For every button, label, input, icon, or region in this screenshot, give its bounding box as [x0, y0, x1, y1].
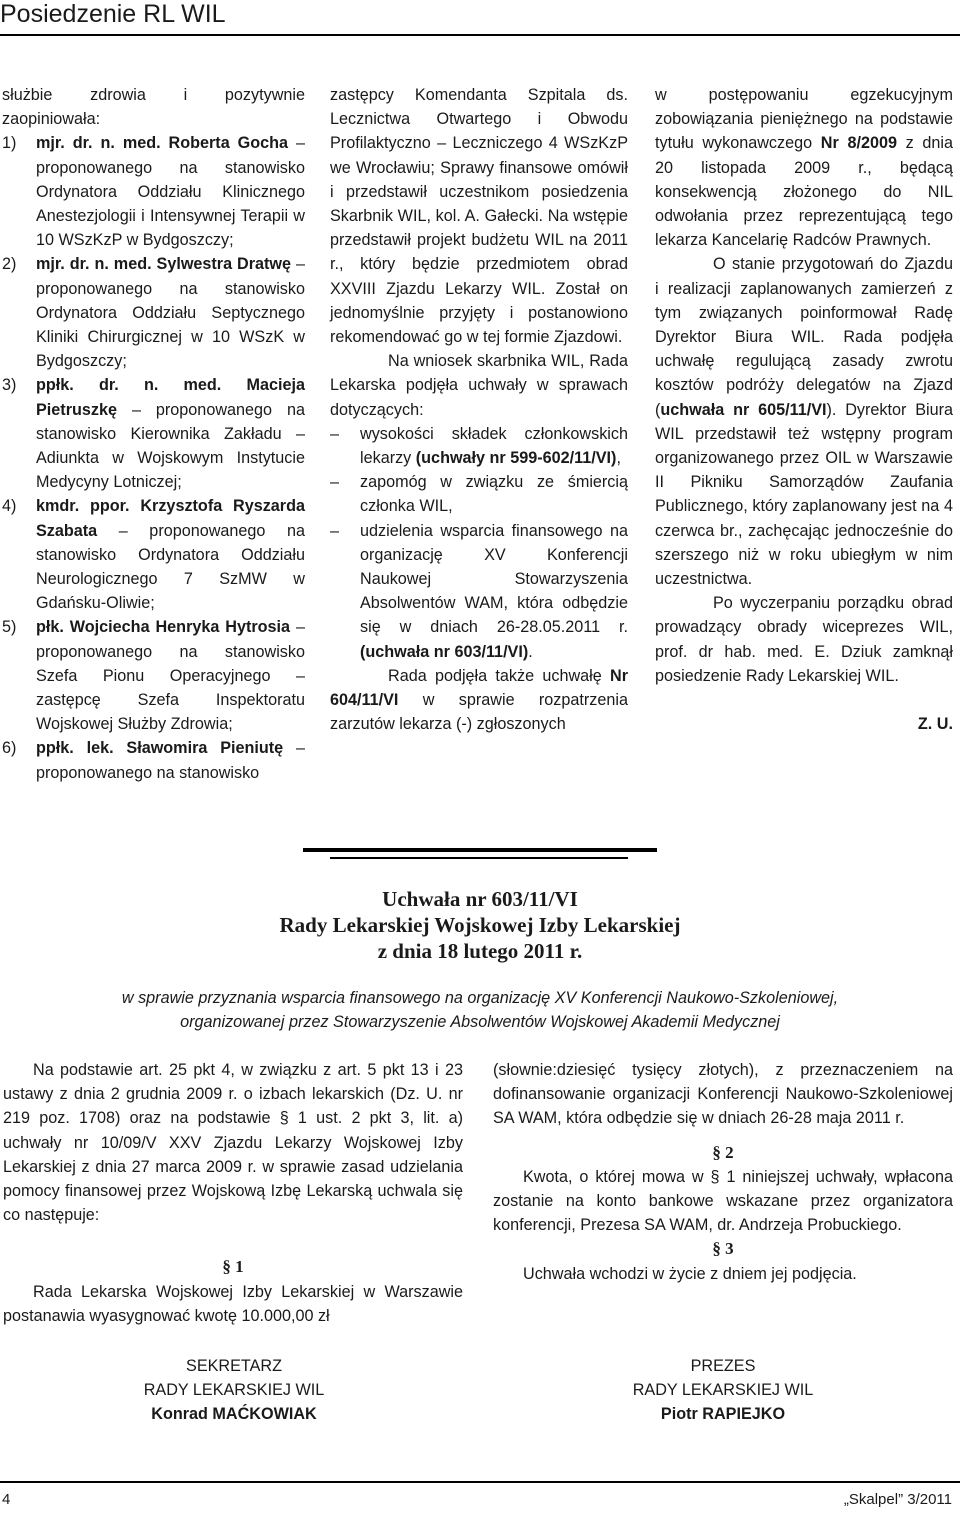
- publication-issue: „Skalpel” 3/2011: [843, 1491, 952, 1508]
- list-item-text: – proponowanego na stanowisko: [36, 739, 305, 782]
- resolution-section-1: Rada Lekarska Wojskowej Izby Lekarskiej w Warszawie postanawia wyasygnować kwotę 10.000,00 zł: [3, 1282, 463, 1325]
- list-item-text: – proponowanego na stanowisko Ordynatora Oddziału Neurologicznego 7 SzMW w Gdańsku-Oliwie;: [36, 521, 305, 613]
- col2-paragraph-1: zastępcy Komendanta Szpitala ds. Lecznictwa Otwartego i Obwodu Profilaktyczno – Leczniczego 4 WSzKzP we Wrocławiu; Sprawy finansowe omówił i przedstawił uczestnikom posiedzenia Skarbnik WIL, kol. A. Gałecki. Na wstępie przedstawił projekt budżetu WIL na 2011 r., który będzie przedmiotem obrad XXVIII Zjazdu Lekarzy WIL. Został on jednomyślnie przyjęty i postanowiono rekomendować go w tej formie Zjazdowi.: [330, 86, 628, 347]
- dash-item: [330, 519, 628, 664]
- resolution-subtitle-line: w sprawie przyznania wsparcia finansowego na organizację XV Konferencji Naukowo-Szkoleniowej,: [121, 989, 839, 1007]
- dash-marker: –: [330, 473, 340, 492]
- list-item: [2, 131, 305, 252]
- list-item-text: – proponowanego na stanowisko Ordynatora Oddziału Septycznego Kliniki Chirurgicznej w 10 WSzK w Bydgoszczy;: [36, 255, 305, 371]
- list-item-name: ppłk. lek. Sławomira Pieniutę: [36, 739, 284, 758]
- resolution-title-line: Uchwała nr 603/11/VI: [382, 887, 578, 911]
- list-number: 2): [2, 255, 17, 274]
- signature-body: RADY LEKARSKIEJ WIL: [632, 1381, 814, 1399]
- list-number: 1): [2, 134, 17, 153]
- dash-item: [330, 422, 628, 470]
- col2-p3-ref: Nr 604/11/VI: [330, 666, 628, 710]
- col3-p2-text: O stanie przygotowań do Zjazdu i realizacji zaplanowanych zamierzeń z tym związanych poinformował Radę Dyrektor Biura WIL. Rada podjęła uchwałę regulującą zasady zwrotu kosztów podróży delegatów na Zjazd (: [655, 255, 953, 419]
- resolution-subtitle-line: organizowanej przez Stowarzyszenie Absolwentów Wojskowej Akademii Medycznej: [180, 1013, 780, 1031]
- dash-item-end: ,: [616, 449, 621, 468]
- list-item-name: mjr. dr. n. med. Sylwestra Dratwę: [36, 255, 292, 274]
- resolution-right-column: [493, 1058, 953, 1286]
- col2-p3-end: w sprawie rozpatrzenia zarzutów lekarza (-) zgłoszonych: [330, 691, 628, 734]
- list-item-name: płk. Wojciecha Henryka Hytrosia: [36, 618, 291, 637]
- signature-body: RADY LEKARSKIEJ WIL: [143, 1381, 325, 1399]
- list-item-name: mjr. dr. n. med. Roberta Gocha: [36, 134, 289, 153]
- col3-p2-ref: uchwała nr 605/11/VI: [660, 400, 827, 419]
- signature-president: [573, 1354, 873, 1426]
- col3-paragraph-3: Po wyczerpaniu porządku obrad prowadzący obrady wiceprezes WIL, prof. dr hab. med. E. Dziuk zamknął posiedzenie Rady Lekarskiej WIL.: [655, 594, 953, 685]
- footer-rule: [0, 1481, 960, 1483]
- col2-paragraph-3: [330, 664, 628, 737]
- col3-p2-end: ). Dyrektor Biura WIL przedstawił też wstępny program organizowanego przez OIL w Warszawie II Pikniku Samorządów Zaufania Publicznego, który zaplanowany jest na 4 czerwca br., zachęcając jednocześnie do szerszego niż w roku ubiegłym w nim uczestnictwa.: [655, 400, 953, 589]
- dash-item-text: udzielenia wsparcia finansowego na organizację XV Konferencji Naukowej Stowarzyszenia Absolwentów WAM, która odbędzie się w dniach 26-28.05.2011 r.: [360, 521, 628, 637]
- list-item-text: – proponowanego na stanowisko Kierownika Zakładu – Adiunkta w Wojskowym Instytucie Medycyny Lotniczej;: [36, 400, 305, 492]
- list-item: [2, 615, 305, 736]
- list-item-text: – proponowanego na stanowisko Ordynatora Oddziału Klinicznego Anestezjologii i Intensywnej Terapii w 10 WSzKzP w Bydgoszczy;: [36, 134, 305, 250]
- dash-marker: –: [330, 424, 340, 443]
- col3-paragraph-1: [655, 83, 953, 252]
- column-1: [2, 83, 305, 785]
- list-item-name: kmdr. ppor. Krzysztofa Ryszarda Szabata: [36, 497, 305, 540]
- list-number: 4): [2, 497, 17, 516]
- column-3: [655, 83, 953, 736]
- signature-secretary: [84, 1354, 384, 1426]
- col3-paragraph-2: [655, 252, 953, 591]
- dash-item-ref: (uchwała nr 603/11/VI): [360, 642, 529, 661]
- section-mark: § 1: [222, 1257, 244, 1277]
- page-number: 4: [2, 1491, 11, 1508]
- section-mark: § 3: [712, 1239, 734, 1259]
- resolution-amount-text: (słownie:dziesięć tysięcy złotych), z przeznaczeniem na dofinansowanie organizacji Konferencji Naukowo-Szkoleniowej SA WAM, która odbędzie się w dniach 26-28 maja 2011 r.: [493, 1061, 953, 1128]
- col3-p1-text: w postępowaniu egzekucyjnym zobowiązania pieniężnego na podstawie tytułu wykonawczego: [655, 86, 953, 153]
- dash-item-ref: (uchwały nr 599-602/11/VI): [415, 449, 617, 468]
- signature-name: Konrad MAĆKOWIAK: [151, 1405, 317, 1423]
- list-number: 6): [2, 739, 17, 758]
- dash-item: [330, 470, 628, 518]
- col1-intro: służbie zdrowia i pozytywnie zaopiniowała:: [2, 86, 305, 129]
- list-item-name: ppłk. dr. n. med. Macieja Pietruszkę: [36, 376, 305, 419]
- resolution-section-2: Kwota, o której mowa w § 1 niniejszej uchwały, wpłacona zostanie na konto bankowe wskazane przez organizatora konferencji, Prezesa SA WAM, dr. Andrzeja Probuckiego.: [493, 1167, 953, 1235]
- section-mark: § 2: [712, 1142, 734, 1162]
- resolution-title: [0, 886, 960, 964]
- col3-p1-ref: Nr 8/2009: [820, 134, 897, 153]
- resolution-title-line: Rady Lekarskiej Wojskowej Izby Lekarskiej: [279, 913, 681, 937]
- list-item: [2, 736, 305, 784]
- resolution-preamble: Na podstawie art. 25 pkt 4, w związku z art. 5 pkt 13 i 23 ustawy z dnia 2 grudnia 2009 r. o izbach lekarskich (Dz. U. nr 219 poz. 1708) oraz na podstawie § 1 ust. 2 pkt 3, lit. a) uchwały nr 10/09/V XXV Zjazdu Lekarzy Wojskowej Izby Lekarskiej z dnia 27 marca 2009 r. w sprawie zasad udzielania pomocy finansowej przez Wojskową Izbę Lekarską uchwala się co następuje:: [3, 1061, 463, 1225]
- article-author: Z. U.: [917, 715, 953, 734]
- resolution-section-3: Uchwała wchodzi w życie z dniem jej podjęcia.: [523, 1264, 857, 1283]
- col2-p3-text: Rada podjęła także uchwałę: [388, 666, 610, 685]
- dash-item-text: wysokości składek członkowskich lekarzy: [360, 424, 628, 468]
- signature-role: SEKRETARZ: [186, 1357, 282, 1375]
- list-item: [2, 373, 305, 494]
- header-rule: [0, 34, 960, 36]
- column-2: [330, 83, 628, 736]
- col3-p1-end: z dnia 20 listopada 2009 r., będącą konsekwencją złożonego do NIL odwołania przez reprezentującą tego lekarza Kancelarię Radców Prawnych.: [655, 134, 953, 250]
- page-header-title: Posiedzenie RL WIL: [0, 0, 226, 28]
- signature-role: PREZES: [690, 1357, 756, 1375]
- signature-name: Piotr RAPIEJKO: [660, 1405, 786, 1423]
- list-item-text: – proponowanego na stanowisko Szefa Pionu Operacyjnego – zastępcę Szefa Inspektoratu Wojskowej Służby Zdrowia;: [36, 618, 305, 734]
- resolution-left-column: [3, 1058, 463, 1328]
- list-item: [2, 494, 305, 615]
- dash-item-text: zapomóg w związku ze śmiercią członka WIL,: [360, 473, 628, 516]
- list-item: [2, 252, 305, 373]
- separator-rule-thin: [330, 857, 628, 859]
- dash-item-end: .: [528, 642, 533, 661]
- list-number: 3): [2, 376, 17, 395]
- list-number: 5): [2, 618, 17, 637]
- resolution-subtitle: [40, 986, 920, 1034]
- separator-rule-thick: [303, 848, 657, 852]
- col2-paragraph-2: Na wniosek skarbnika WIL, Rada Lekarska podjęła uchwały w sprawach dotyczących:: [330, 352, 628, 419]
- dash-marker: –: [330, 521, 340, 540]
- resolution-title-line: z dnia 18 lutego 2011 r.: [377, 939, 583, 963]
